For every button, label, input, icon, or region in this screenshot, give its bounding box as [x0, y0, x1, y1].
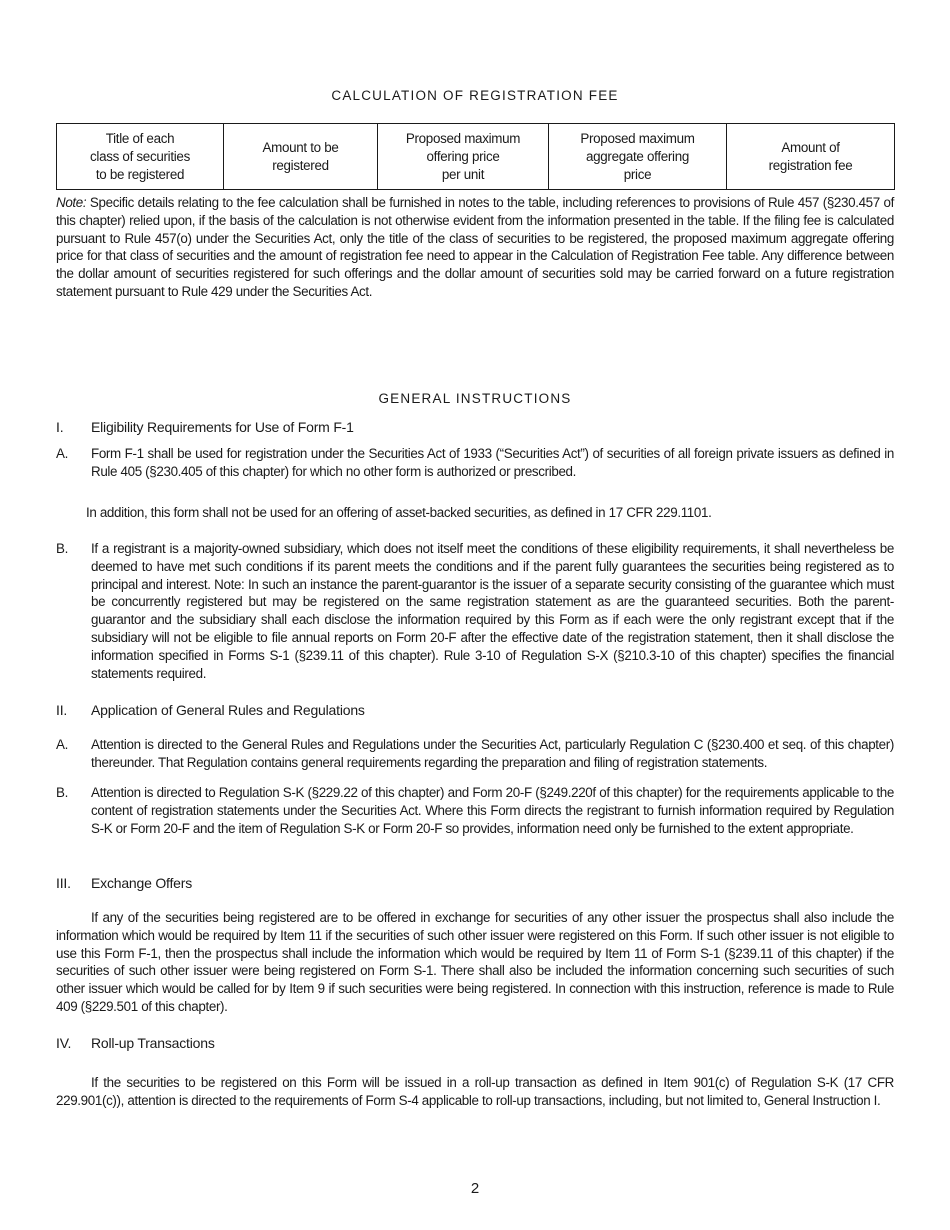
item-label: A.: [56, 737, 68, 752]
item-text: If a registrant is a majority-owned subsidiary, which does not itself meet the conditions of these eligibility requirements, it shall nevertheless be deemed to have met such conditions if its parent meets the conditions and if the parent fully guarantees the securities being registered as to principal and interest. Note: In such an instance the parent-guarantor is the issuer of a separate security consisting of the guarantee which must be concurrently registered but may be registered on the same registration statement as are the guaranteed securities. Both the parent-guarantor and the subsidiary shall each disclose the information required by this Form as if each were the only registrant except that if the subsidiary will not be eligible to file annual reports on Form 20-F after the effective date of the registration statement, then it shall disclose the information specified in Forms S-1 (§239.11 of this chapter). Rule 3-10 of Regulation S-X (§210.3-10 of this chapter) specifies the financial statements required.: [91, 541, 894, 681]
general-instructions-heading: GENERAL INSTRUCTIONS: [378, 391, 572, 406]
item-label: B.: [56, 541, 68, 556]
fee-table-header-cell: Title of each class of securities to be registered: [57, 124, 224, 190]
item-note: In addition, this form shall not be used for an offering of asset-backed securities, as defined in 17 CFR 229.1101.: [86, 505, 712, 520]
instruction-item: [56, 736, 894, 772]
fee-note: [56, 194, 894, 301]
instruction-item: [56, 445, 894, 481]
section-text: If any of the securities being registered are to be offered in exchange for securities of any other issuer the prospectus shall also include the information which would be required by Item 11 if the securities of such other issuer were registered on this Form. If such other issuer is not eligible to use this Form F-1, then the prospectus shall include the information which would be required by Item 11 of Form S-1 (§239.11 of this chapter) if the securities of such other issuer were being registered on Form S-1. There shall also be included the information concerning such securities of such other issuer which would be called for by Item 9 if such securities were being registered. In connection with this instruction, reference is made to Rule 409 (§229.501 of this chapter).: [56, 910, 894, 1014]
note-label: Note:: [56, 195, 87, 210]
section-text: If the securities to be registered on this Form will be issued in a roll-up transaction as defined in Item 901(c) of Regulation S-K (17 CFR 229.901(c)), attention is directed to the requirements of Form S-4 applicable to roll-up transactions, including, but not limited to, General Instruction I.: [56, 1075, 894, 1108]
section-number: II.: [56, 702, 68, 718]
fee-table: [56, 123, 895, 190]
section-number: IV.: [56, 1035, 72, 1051]
fee-heading: CALCULATION OF REGISTRATION FEE: [331, 88, 619, 103]
section-title: Roll-up Transactions: [91, 1035, 215, 1051]
section-number: III.: [56, 875, 71, 891]
fee-table-header-cell: Amount of registration fee: [727, 124, 895, 190]
item-text: Attention is directed to Regulation S-K (§229.22 of this chapter) and Form 20-F (§249.220f of this chapter) for the requirements applicable to the content of registration statements under the Securities Act. Where this Form directs the registrant to furnish information required by Regulation S-K or Form 20-F and the item of Regulation S-K or Form 20-F so provides, information need only be furnished to the extent appropriate.: [91, 785, 894, 836]
item-label: A.: [56, 446, 68, 461]
instruction-item: [56, 540, 894, 682]
item-text: Attention is directed to the General Rules and Regulations under the Securities Act, particularly Regulation C (§230.400 et seq. of this chapter) thereunder. That Regulation contains general requirements regarding the preparation and filing of registration statements.: [91, 737, 894, 770]
section-title: Eligibility Requirements for Use of Form F-1: [91, 419, 354, 435]
note-text: Specific details relating to the fee calculation shall be furnished in notes to the table, including references to provisions of Rule 457 (§230.457 of this chapter) relied upon, if the basis of the calculation is not otherwise evident from the information presented in the table. If the filing fee is calculated pursuant to Rule 457(o) under the Securities Act, only the title of the class of securities to be registered, the proposed maximum aggregate offering price for that class of securities and the amount of registration fee need to appear in the Calculation of Registration Fee table. Any difference between the dollar amount of securities registered for such offerings and the dollar amount of securities sold may be carried forward on a future registration statement pursuant to Rule 429 under the Securities Act.: [56, 195, 894, 299]
item-label: B.: [56, 785, 68, 800]
fee-table-header-cell: Proposed maximum aggregate offering price: [549, 124, 727, 190]
fee-table-header-row: [57, 124, 895, 190]
page-number: 2: [470, 1180, 480, 1197]
instruction-item: [56, 784, 894, 837]
fee-table-header-cell: Amount to be registered: [224, 124, 378, 190]
section-number: I.: [56, 419, 64, 435]
item-text: Form F-1 shall be used for registration under the Securities Act of 1933 (“Securities Act”) of securities of all foreign private issuers as defined in Rule 405 (§230.405 of this chapter) for which no other form is authorized or prescribed.: [91, 446, 894, 479]
section-title: Application of General Rules and Regulations: [91, 702, 365, 718]
section-title: Exchange Offers: [91, 875, 193, 891]
fee-table-header-cell: Proposed maximum offering price per unit: [378, 124, 549, 190]
